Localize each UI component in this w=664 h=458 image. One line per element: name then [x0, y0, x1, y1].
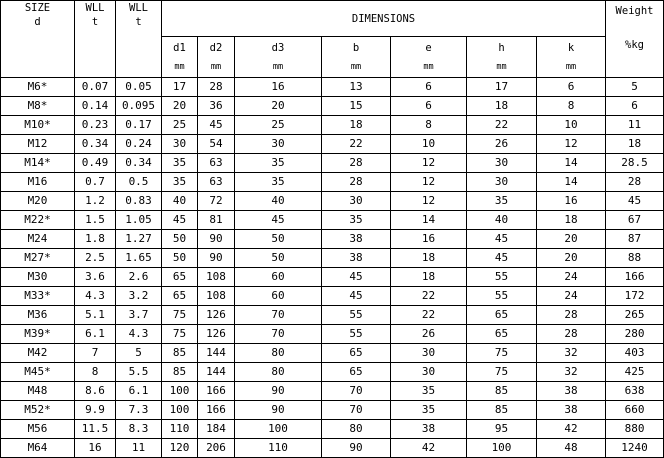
cell-b: 70 [322, 401, 391, 420]
cell-e: 30 [391, 344, 467, 363]
cell-size: M12 [1, 135, 75, 154]
cell-wll2: 11 [116, 439, 162, 458]
cell-size: M20 [1, 192, 75, 211]
cell-wll1: 1.8 [75, 230, 116, 249]
cell-d2: 63 [198, 173, 235, 192]
dim-header-unit: mm [423, 61, 434, 72]
cell-k: 48 [537, 439, 606, 458]
cell-d3: 20 [235, 97, 322, 116]
table-row [1, 192, 664, 211]
cell-k: 14 [537, 173, 606, 192]
cell-e: 6 [391, 97, 467, 116]
cell-d1: 75 [162, 325, 198, 344]
cell-wll2: 5 [116, 344, 162, 363]
cell-weight: 880 [606, 420, 664, 439]
cell-b: 80 [322, 420, 391, 439]
cell-h: 45 [467, 249, 537, 268]
cell-e: 42 [391, 439, 467, 458]
cell-k: 32 [537, 344, 606, 363]
cell-e: 18 [391, 249, 467, 268]
cell-k: 10 [537, 116, 606, 135]
cell-e: 16 [391, 230, 467, 249]
cell-h: 95 [467, 420, 537, 439]
table-row [1, 382, 664, 401]
cell-d3: 16 [235, 78, 322, 97]
dim-header-name: h [498, 41, 505, 54]
cell-d3: 70 [235, 325, 322, 344]
dim-header-unit: mm [565, 61, 577, 72]
cell-d2: 90 [198, 230, 235, 249]
table-row [1, 154, 664, 173]
cell-e: 12 [391, 173, 467, 192]
table-row [1, 325, 664, 344]
dim-header-unit: mm [272, 61, 284, 72]
cell-wll2: 0.095 [116, 97, 162, 116]
cell-wll2: 6.1 [116, 382, 162, 401]
cell-weight: 28.5 [606, 154, 664, 173]
dim-header-b [322, 37, 391, 78]
cell-size: M45* [1, 363, 75, 382]
wll-header-1-sub: t [91, 16, 99, 28]
cell-d2: 166 [198, 401, 235, 420]
cell-d2: 63 [198, 154, 235, 173]
cell-d1: 65 [162, 268, 198, 287]
cell-wll1: 0.14 [75, 97, 116, 116]
cell-wll1: 1.2 [75, 192, 116, 211]
cell-h: 75 [467, 344, 537, 363]
cell-e: 22 [391, 287, 467, 306]
cell-b: 35 [322, 211, 391, 230]
cell-d1: 35 [162, 154, 198, 173]
cell-h: 22 [467, 116, 537, 135]
cell-d3: 60 [235, 268, 322, 287]
table-row [1, 420, 664, 439]
cell-e: 18 [391, 268, 467, 287]
weight-header-label: Weight [615, 5, 654, 17]
cell-k: 42 [537, 420, 606, 439]
cell-wll2: 0.05 [116, 78, 162, 97]
cell-d2: 166 [198, 382, 235, 401]
size-header [1, 1, 75, 78]
cell-wll1: 9.9 [75, 401, 116, 420]
cell-b: 28 [322, 154, 391, 173]
cell-k: 24 [537, 268, 606, 287]
cell-wll2: 1.05 [116, 211, 162, 230]
cell-d2: 126 [198, 325, 235, 344]
cell-k: 28 [537, 306, 606, 325]
cell-b: 70 [322, 382, 391, 401]
cell-d2: 108 [198, 268, 235, 287]
cell-h: 35 [467, 192, 537, 211]
cell-wll2: 0.5 [116, 173, 162, 192]
cell-e: 30 [391, 363, 467, 382]
cell-wll1: 0.34 [75, 135, 116, 154]
cell-h: 65 [467, 306, 537, 325]
cell-size: M36 [1, 306, 75, 325]
cell-wll1: 4.3 [75, 287, 116, 306]
cell-wll1: 7 [75, 344, 116, 363]
cell-e: 12 [391, 154, 467, 173]
cell-wll2: 7.3 [116, 401, 162, 420]
cell-d3: 45 [235, 211, 322, 230]
cell-d3: 70 [235, 306, 322, 325]
cell-b: 65 [322, 344, 391, 363]
cell-size: M16 [1, 173, 75, 192]
cell-wll1: 3.6 [75, 268, 116, 287]
wll-header-2 [116, 1, 162, 78]
cell-e: 35 [391, 401, 467, 420]
wll-header-2-sub: t [135, 16, 142, 28]
cell-wll1: 5.1 [75, 306, 116, 325]
dim-header-d2 [198, 37, 235, 78]
cell-wll2: 0.17 [116, 116, 162, 135]
cell-wll2: 0.34 [116, 154, 162, 173]
table-row [1, 97, 664, 116]
table-row [1, 173, 664, 192]
table-row [1, 439, 664, 458]
table-row [1, 116, 664, 135]
cell-b: 38 [322, 249, 391, 268]
cell-k: 12 [537, 135, 606, 154]
cell-e: 14 [391, 211, 467, 230]
cell-weight: 87 [606, 230, 664, 249]
cell-d3: 60 [235, 287, 322, 306]
cell-d3: 25 [235, 116, 322, 135]
cell-k: 38 [537, 401, 606, 420]
dim-header-name: b [352, 41, 360, 54]
cell-k: 28 [537, 325, 606, 344]
size-header-sub: d [34, 16, 41, 28]
cell-d3: 100 [235, 420, 322, 439]
cell-h: 75 [467, 363, 537, 382]
cell-d2: 81 [198, 211, 235, 230]
cell-b: 65 [322, 363, 391, 382]
cell-d3: 50 [235, 230, 322, 249]
cell-d1: 20 [162, 97, 198, 116]
cell-weight: 6 [606, 97, 664, 116]
cell-e: 6 [391, 78, 467, 97]
cell-h: 65 [467, 325, 537, 344]
cell-weight: 88 [606, 249, 664, 268]
cell-size: M30 [1, 268, 75, 287]
cell-d2: 144 [198, 344, 235, 363]
cell-h: 85 [467, 401, 537, 420]
cell-wll2: 4.3 [116, 325, 162, 344]
cell-d1: 25 [162, 116, 198, 135]
dim-header-name: k [567, 41, 575, 54]
cell-size: M39* [1, 325, 75, 344]
dim-header-k [537, 37, 606, 78]
cell-weight: 67 [606, 211, 664, 230]
cell-b: 55 [322, 306, 391, 325]
cell-e: 26 [391, 325, 467, 344]
cell-b: 28 [322, 173, 391, 192]
cell-d1: 50 [162, 230, 198, 249]
cell-d2: 36 [198, 97, 235, 116]
cell-h: 85 [467, 382, 537, 401]
cell-wll2: 3.7 [116, 306, 162, 325]
cell-weight: 638 [606, 382, 664, 401]
cell-d1: 65 [162, 287, 198, 306]
table-row [1, 230, 664, 249]
cell-d3: 80 [235, 344, 322, 363]
cell-d2: 90 [198, 249, 235, 268]
cell-wll2: 0.24 [116, 135, 162, 154]
cell-d3: 90 [235, 382, 322, 401]
cell-h: 30 [467, 173, 537, 192]
cell-d1: 100 [162, 401, 198, 420]
cell-wll2: 5.5 [116, 363, 162, 382]
cell-size: M27* [1, 249, 75, 268]
dim-header-name: d2 [209, 41, 223, 54]
cell-size: M10* [1, 116, 75, 135]
cell-wll1: 0.23 [75, 116, 116, 135]
cell-b: 55 [322, 325, 391, 344]
cell-k: 32 [537, 363, 606, 382]
cell-h: 26 [467, 135, 537, 154]
table-row [1, 135, 664, 154]
cell-wll1: 1.5 [75, 211, 116, 230]
cell-size: M42 [1, 344, 75, 363]
cell-k: 24 [537, 287, 606, 306]
cell-b: 45 [322, 268, 391, 287]
cell-wll1: 0.49 [75, 154, 116, 173]
cell-size: M64 [1, 439, 75, 458]
dim-header-d1 [162, 37, 198, 78]
dim-header-unit: mm [210, 61, 222, 72]
cell-h: 45 [467, 230, 537, 249]
cell-b: 15 [322, 97, 391, 116]
cell-weight: 5 [606, 78, 664, 97]
cell-e: 12 [391, 192, 467, 211]
dim-header-d3 [235, 37, 322, 78]
cell-wll2: 1.27 [116, 230, 162, 249]
table-row [1, 78, 664, 97]
cell-h: 18 [467, 97, 537, 116]
cell-k: 20 [537, 230, 606, 249]
cell-wll1: 8.6 [75, 382, 116, 401]
cell-wll1: 2.5 [75, 249, 116, 268]
cell-d1: 30 [162, 135, 198, 154]
cell-weight: 172 [606, 287, 664, 306]
dimensions-header: DIMENSIONS [162, 1, 606, 37]
cell-k: 8 [537, 97, 606, 116]
cell-b: 90 [322, 439, 391, 458]
cell-size: M52* [1, 401, 75, 420]
size-header-label: SIZE [24, 2, 51, 14]
cell-d3: 30 [235, 135, 322, 154]
cell-wll1: 0.7 [75, 173, 116, 192]
cell-h: 40 [467, 211, 537, 230]
cell-d3: 50 [235, 249, 322, 268]
cell-wll2: 1.65 [116, 249, 162, 268]
table-row [1, 344, 664, 363]
cell-weight: 280 [606, 325, 664, 344]
cell-weight: 166 [606, 268, 664, 287]
cell-d3: 90 [235, 401, 322, 420]
cell-weight: 265 [606, 306, 664, 325]
cell-d1: 17 [162, 78, 198, 97]
cell-d1: 75 [162, 306, 198, 325]
cell-size: M6* [1, 78, 75, 97]
cell-size: M8* [1, 97, 75, 116]
cell-d2: 126 [198, 306, 235, 325]
cell-h: 17 [467, 78, 537, 97]
cell-wll2: 8.3 [116, 420, 162, 439]
cell-d3: 35 [235, 173, 322, 192]
cell-d3: 80 [235, 363, 322, 382]
cell-k: 14 [537, 154, 606, 173]
cell-d1: 100 [162, 382, 198, 401]
cell-b: 13 [322, 78, 391, 97]
cell-b: 45 [322, 287, 391, 306]
cell-d3: 110 [235, 439, 322, 458]
dim-header-name: d3 [271, 41, 285, 54]
dim-header-unit: mm [350, 61, 362, 72]
cell-d2: 108 [198, 287, 235, 306]
cell-d1: 120 [162, 439, 198, 458]
cell-d2: 206 [198, 439, 235, 458]
cell-d2: 72 [198, 192, 235, 211]
cell-d3: 40 [235, 192, 322, 211]
cell-weight: 11 [606, 116, 664, 135]
cell-e: 38 [391, 420, 467, 439]
cell-weight: 1240 [606, 439, 664, 458]
cell-h: 55 [467, 287, 537, 306]
weight-header-unit: %kg [625, 39, 644, 51]
cell-size: M56 [1, 420, 75, 439]
dim-header-name: d1 [173, 41, 186, 54]
cell-d3: 35 [235, 154, 322, 173]
cell-wll1: 0.07 [75, 78, 116, 97]
cell-k: 6 [537, 78, 606, 97]
cell-d1: 85 [162, 363, 198, 382]
dim-header-h [467, 37, 537, 78]
cell-e: 35 [391, 382, 467, 401]
wll-header-1 [75, 1, 116, 78]
cell-k: 18 [537, 211, 606, 230]
table-row [1, 363, 664, 382]
dim-header-unit: mm [174, 61, 185, 72]
dim-header-unit: mm [496, 61, 507, 72]
cell-wll2: 2.6 [116, 268, 162, 287]
cell-h: 55 [467, 268, 537, 287]
cell-b: 38 [322, 230, 391, 249]
cell-d2: 45 [198, 116, 235, 135]
cell-d1: 110 [162, 420, 198, 439]
cell-weight: 18 [606, 135, 664, 154]
cell-k: 20 [537, 249, 606, 268]
cell-e: 22 [391, 306, 467, 325]
cell-weight: 45 [606, 192, 664, 211]
cell-b: 18 [322, 116, 391, 135]
table-row [1, 211, 664, 230]
table-row [1, 306, 664, 325]
cell-b: 22 [322, 135, 391, 154]
cell-size: M48 [1, 382, 75, 401]
cell-d1: 40 [162, 192, 198, 211]
wll-header-2-label: WLL [129, 2, 148, 14]
cell-d2: 54 [198, 135, 235, 154]
cell-size: M22* [1, 211, 75, 230]
cell-weight: 660 [606, 401, 664, 420]
cell-size: M14* [1, 154, 75, 173]
cell-k: 16 [537, 192, 606, 211]
cell-h: 100 [467, 439, 537, 458]
table-row [1, 401, 664, 420]
cell-weight: 425 [606, 363, 664, 382]
cell-weight: 28 [606, 173, 664, 192]
dim-header-e [391, 37, 467, 78]
cell-wll1: 11.5 [75, 420, 116, 439]
wll-header-1-label: WLL [85, 2, 105, 14]
cell-wll1: 8 [75, 363, 116, 382]
cell-e: 10 [391, 135, 467, 154]
table-row [1, 249, 664, 268]
cell-wll1: 16 [75, 439, 116, 458]
dim-header-name: e [425, 41, 432, 54]
cell-d1: 35 [162, 173, 198, 192]
cell-d1: 45 [162, 211, 198, 230]
cell-d2: 28 [198, 78, 235, 97]
table-row [1, 268, 664, 287]
cell-wll2: 3.2 [116, 287, 162, 306]
cell-weight: 403 [606, 344, 664, 363]
cell-e: 8 [391, 116, 467, 135]
cell-wll1: 6.1 [75, 325, 116, 344]
cell-wll2: 0.83 [116, 192, 162, 211]
cell-d1: 85 [162, 344, 198, 363]
cell-d2: 184 [198, 420, 235, 439]
weight-header [606, 1, 664, 78]
cell-b: 30 [322, 192, 391, 211]
cell-k: 38 [537, 382, 606, 401]
cell-size: M33* [1, 287, 75, 306]
cell-d1: 50 [162, 249, 198, 268]
cell-d2: 144 [198, 363, 235, 382]
cell-h: 30 [467, 154, 537, 173]
cell-size: M24 [1, 230, 75, 249]
table-row [1, 287, 664, 306]
